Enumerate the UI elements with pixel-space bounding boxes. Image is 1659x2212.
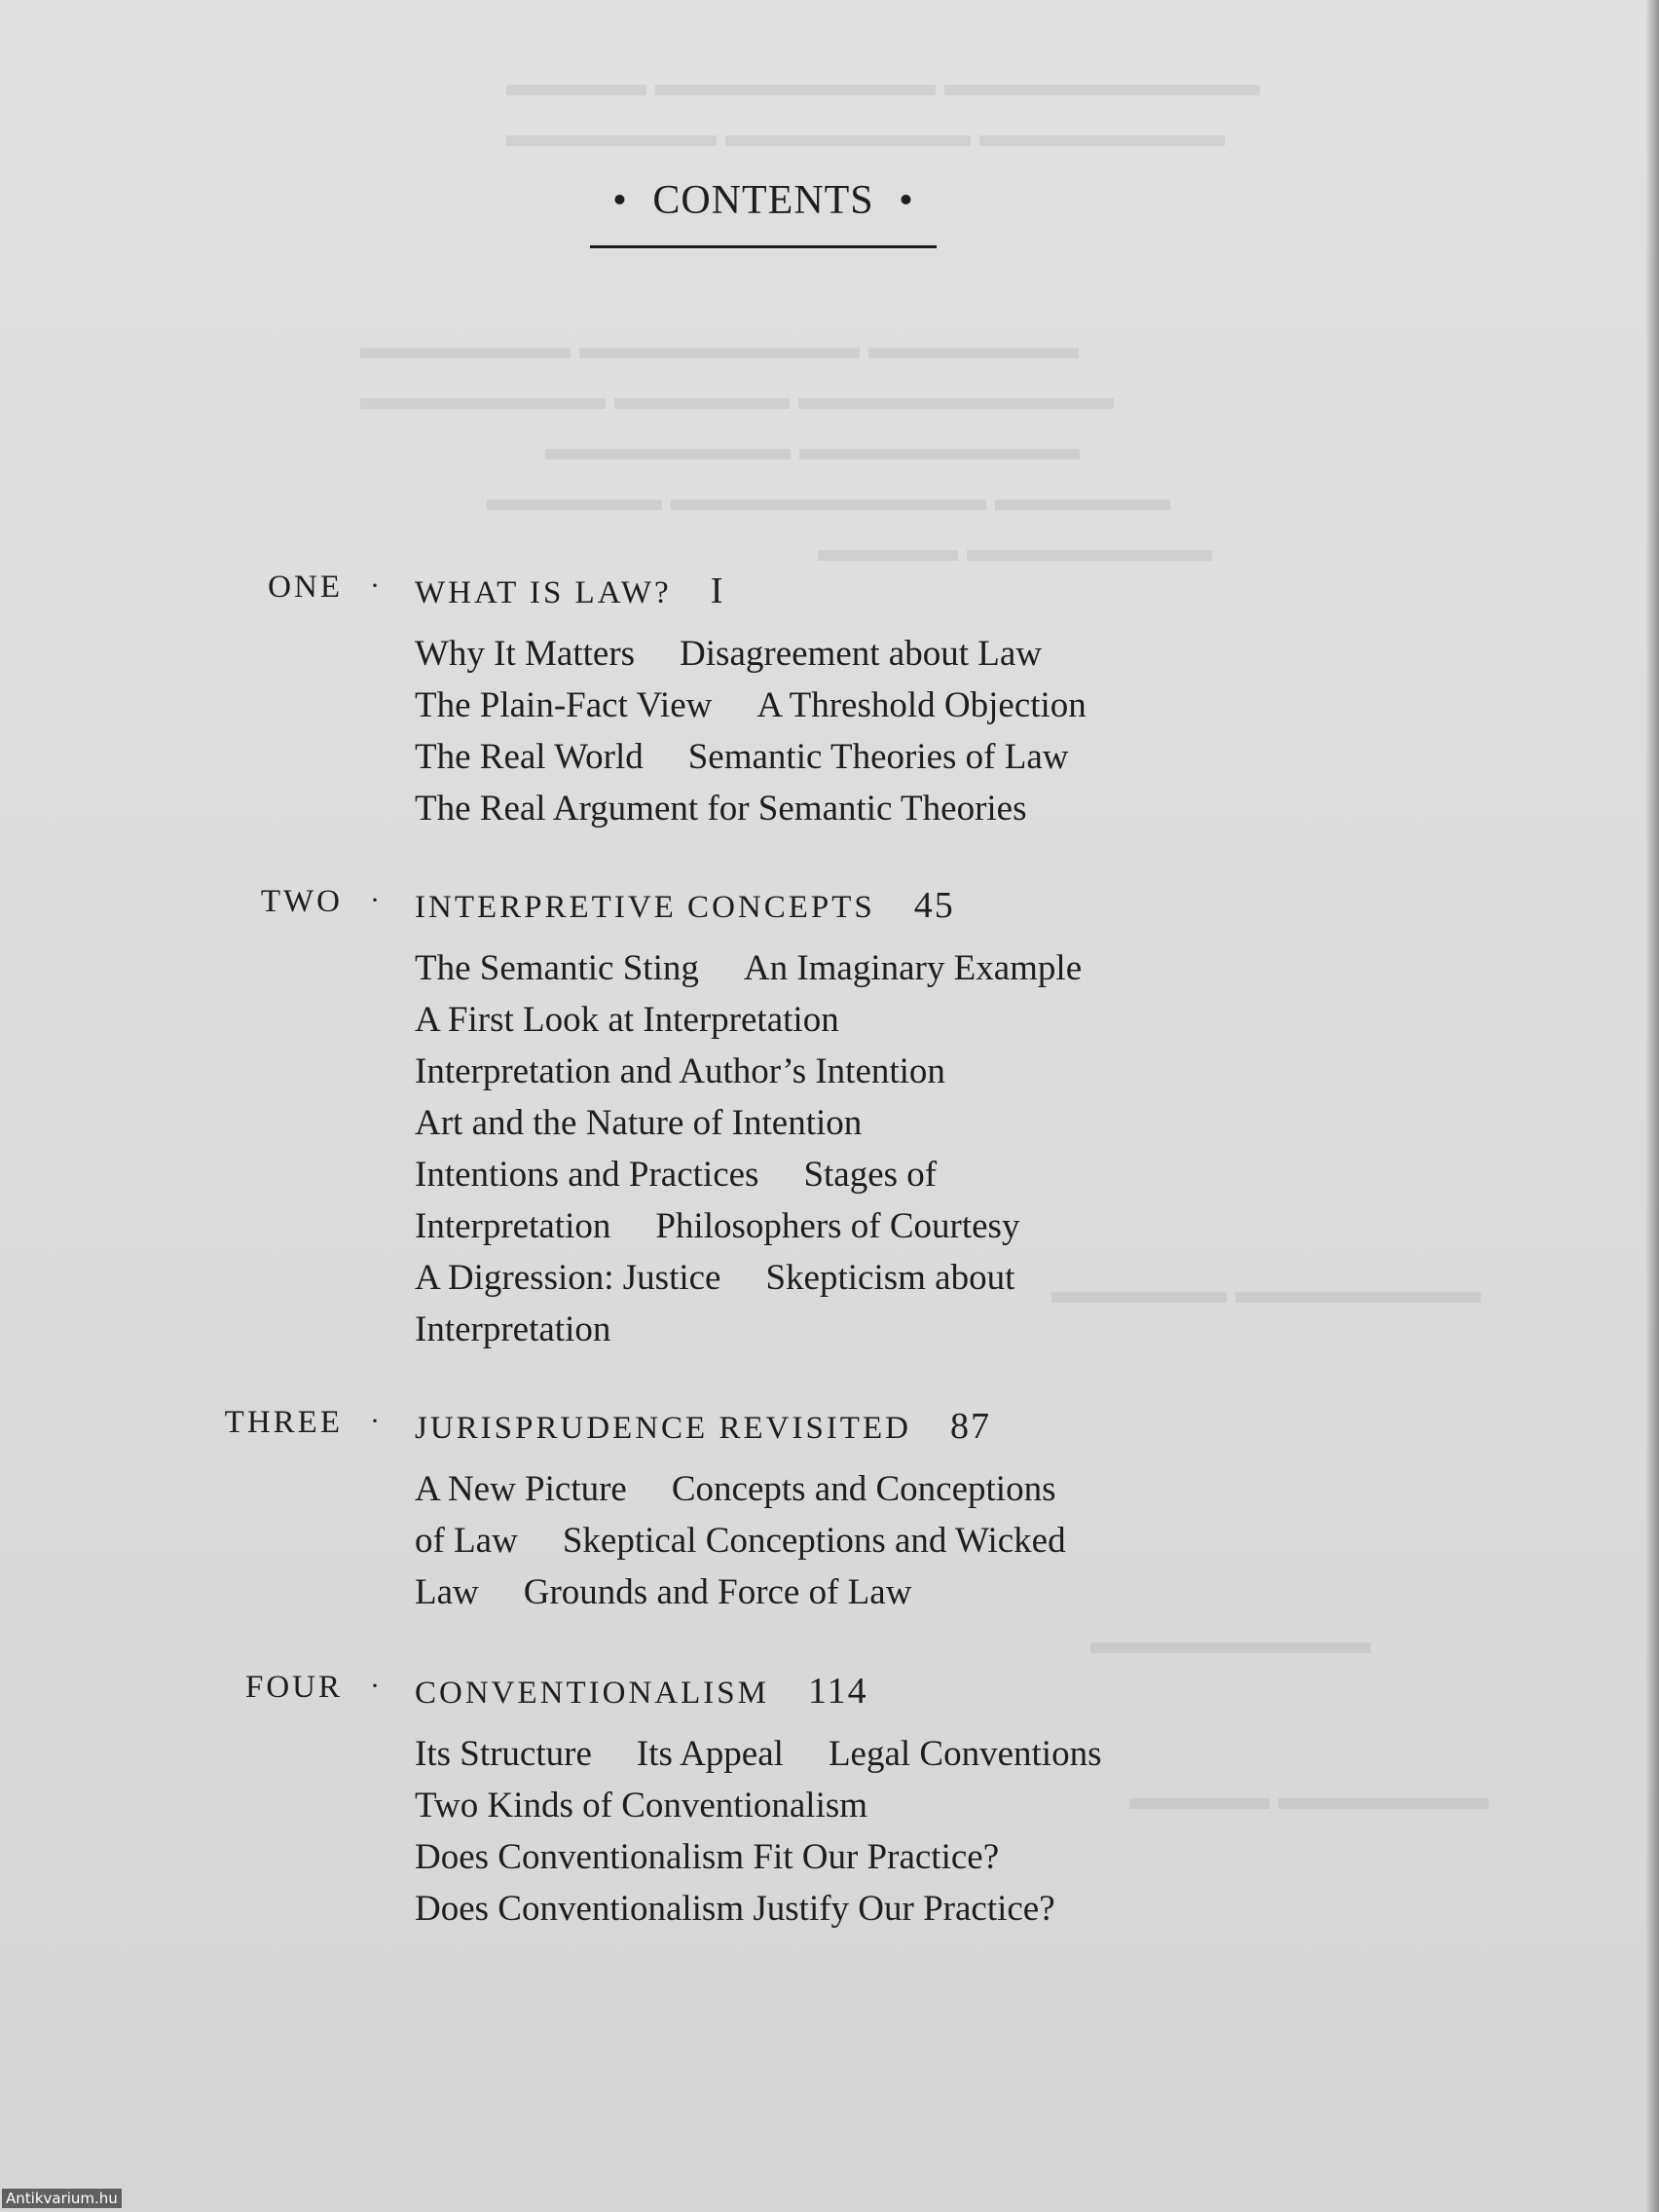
section-topic: The Real Argument for Semantic Theories [415, 789, 1027, 829]
chapter-sections [415, 942, 1659, 1355]
chapter-heading [0, 1670, 1659, 1722]
title-ornament-left: • [612, 178, 628, 223]
chapter-page-number: 114 [807, 1671, 868, 1712]
section-topic: Legal Conventions [828, 1734, 1102, 1774]
bleed-through-shadow: ▬▬▬▬▬ ▬▬▬▬▬▬▬ [1051, 1272, 1481, 1310]
section-topic: Semantic Theories of Law [687, 737, 1069, 777]
section-topic: of Law [415, 1521, 518, 1561]
section-line [415, 1883, 1659, 1935]
section-topic: A First Look at Interpretation [415, 1000, 839, 1040]
chapter-number: THREE [224, 1405, 343, 1440]
section-topic: Does Conventionalism Justify Our Practice? [415, 1889, 1055, 1929]
section-topic: Skepticism about [765, 1258, 1015, 1298]
chapter-heading [0, 1405, 1659, 1457]
chapter-title-link[interactable] [415, 884, 955, 927]
section-topic: Law [415, 1572, 479, 1612]
bleed-through-shadow: ▬▬▬▬▬ ▬▬▬▬▬▬▬▬▬ ▬▬▬▬▬ [487, 479, 1170, 518]
section-topic: Does Conventionalism Fit Our Practice? [415, 1837, 1000, 1877]
chapter-number: FOUR [244, 1670, 343, 1705]
section-topic: A New Picture [415, 1469, 627, 1509]
bleed-through-shadow: ▬▬▬▬ ▬▬▬▬▬▬▬▬ ▬▬▬▬▬▬▬▬▬ [506, 64, 1260, 103]
section-line [415, 994, 1659, 1046]
section-topic: A Threshold Objection [756, 685, 1087, 725]
section-line [415, 731, 1659, 783]
chapter-title-link[interactable] [415, 1670, 868, 1713]
section-topic: The Semantic Sting [415, 948, 699, 988]
bleed-through-shadow: ▬▬▬▬▬▬▬▬ [1090, 1622, 1371, 1661]
chapter-number: TWO [260, 884, 343, 919]
chapter-title-link[interactable] [415, 1405, 991, 1448]
chapter-title: JURISPRUDENCE REVISITED [415, 1411, 911, 1446]
section-line [415, 1149, 1659, 1200]
page-title [590, 177, 937, 224]
section-line [415, 1780, 1659, 1831]
chapter-separator: · [370, 884, 380, 916]
bleed-through-shadow: ▬▬▬▬▬▬▬ ▬▬▬▬▬ ▬▬▬▬▬▬▬▬▬ [360, 378, 1114, 417]
section-topic: Art and the Nature of Intention [415, 1103, 863, 1143]
section-line [415, 1831, 1659, 1883]
section-topic: Grounds and Force of Law [523, 1572, 912, 1612]
title-underline [590, 245, 937, 248]
chapter-separator: · [370, 570, 380, 602]
bleed-through-shadow: ▬▬▬▬ ▬▬▬▬▬▬ [1129, 1778, 1489, 1817]
chapter-separator: · [370, 1405, 380, 1437]
chapter-separator: · [370, 1670, 380, 1702]
chapter-heading [0, 884, 1659, 937]
chapter-number: ONE [268, 570, 343, 605]
section-line [415, 1515, 1659, 1567]
section-topic: The Real World [415, 737, 644, 777]
chapter-page-number: I [710, 571, 725, 611]
bleed-through-shadow: ▬▬▬▬ ▬▬▬▬▬▬▬ [818, 530, 1212, 569]
section-topic: The Plain-Fact View [415, 685, 713, 725]
section-topic: Intentions and Practices [415, 1155, 759, 1195]
chapter-sections [415, 628, 1659, 834]
chapter-page-number: 87 [949, 1406, 991, 1447]
section-topic: Two Kinds of Conventionalism [415, 1786, 868, 1825]
chapter-one [0, 570, 1659, 834]
chapter-page-number: 45 [913, 885, 955, 926]
chapter-sections [415, 1463, 1659, 1618]
chapter-four [0, 1670, 1659, 1935]
section-topic: Interpretation [415, 1206, 611, 1246]
section-line [415, 1046, 1659, 1097]
section-topic: Why It Matters [415, 634, 636, 674]
section-topic: Its Appeal [636, 1734, 784, 1774]
section-line [415, 942, 1659, 994]
section-topic: Interpretation [415, 1309, 611, 1349]
section-line [415, 783, 1659, 834]
chapter-three [0, 1405, 1659, 1618]
chapter-heading [0, 570, 1659, 622]
section-topic: An Imaginary Example [743, 948, 1083, 988]
section-line [415, 1728, 1659, 1780]
chapter-two [0, 884, 1659, 1355]
chapter-title: INTERPRETIVE CONCEPTS [415, 890, 875, 925]
bleed-through-shadow: ▬▬▬▬▬▬ ▬▬▬▬▬▬▬▬ ▬▬▬▬▬▬ [360, 327, 1079, 366]
section-topic: Disagreement about Law [680, 634, 1042, 674]
chapter-sections [415, 1728, 1659, 1935]
section-line [415, 1304, 1659, 1355]
bleed-through-shadow: ▬▬▬▬▬▬ ▬▬▬▬▬▬▬ ▬▬▬▬▬▬▬ [506, 115, 1225, 154]
section-topic: Philosophers of Courtesy [655, 1206, 1020, 1246]
section-line [415, 628, 1659, 680]
section-line [415, 680, 1659, 731]
section-topic: Its Structure [415, 1734, 592, 1774]
section-line [415, 1097, 1659, 1149]
section-topic: A Digression: Justice [415, 1258, 721, 1298]
section-topic: Skeptical Conceptions and Wicked [562, 1521, 1066, 1561]
section-topic: Interpretation and Author’s Intention [415, 1051, 945, 1091]
section-topic: Stages of [803, 1155, 938, 1195]
chapter-title: CONVENTIONALISM [415, 1676, 769, 1711]
chapter-title-link[interactable] [415, 570, 724, 612]
section-line [415, 1252, 1659, 1304]
watermark: Antikvarium.hu [2, 2189, 122, 2208]
title-text: CONTENTS [652, 178, 874, 223]
chapter-title: WHAT IS LAW? [415, 575, 672, 610]
section-line [415, 1463, 1659, 1515]
section-topic: Concepts and Conceptions [671, 1469, 1056, 1509]
title-ornament-right: • [899, 178, 914, 223]
section-line [415, 1200, 1659, 1252]
section-line [415, 1567, 1659, 1618]
bleed-through-shadow: ▬▬▬▬▬▬▬ ▬▬▬▬▬▬▬▬ [545, 428, 1080, 467]
